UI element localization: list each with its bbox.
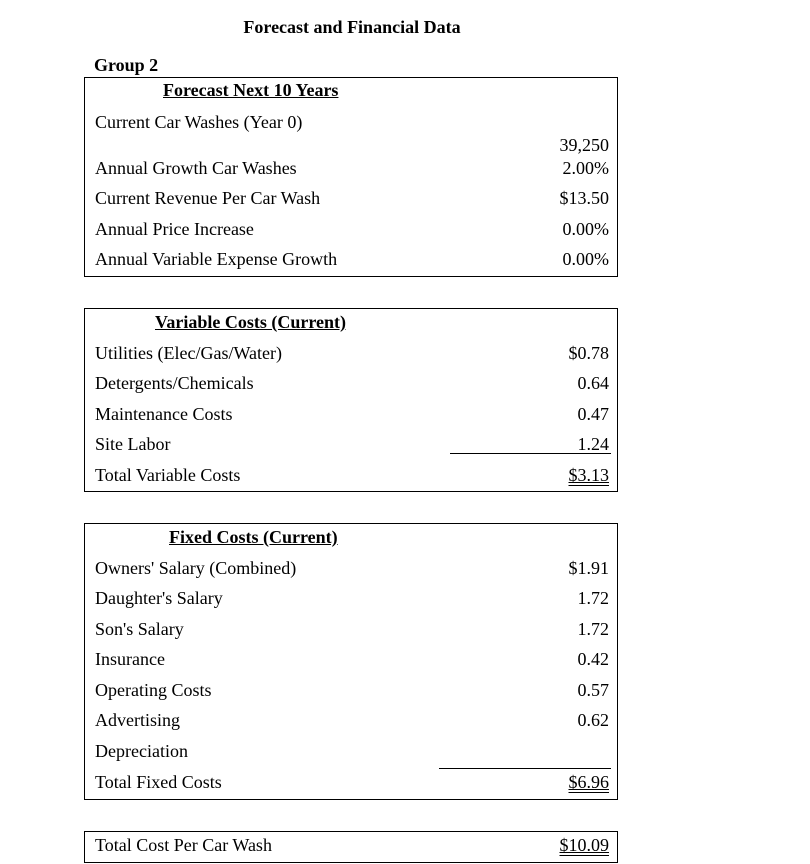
list-item-value: 1.72 <box>577 619 609 639</box>
total-variable-costs-label: Total Variable Costs <box>95 465 241 485</box>
list-item-label: Site Labor <box>95 434 171 454</box>
list-item-label: Owners' Salary (Combined) <box>95 558 297 578</box>
list-item-label: Detergents/Chemicals <box>95 373 254 393</box>
list-item-value: 0.62 <box>577 710 609 730</box>
growth-label: Annual Growth Car Washes <box>95 158 297 178</box>
total-cost-box <box>84 831 618 863</box>
list-item-value: 1.24 <box>577 434 609 454</box>
page-title: Forecast and Financial Data <box>243 17 461 37</box>
list-item-label: Advertising <box>95 710 180 730</box>
total-variable-costs-value: $3.13 <box>568 465 609 485</box>
group-label: Group 2 <box>94 55 159 75</box>
subtotal-divider <box>439 768 611 769</box>
revenue-label: Current Revenue Per Car Wash <box>95 188 321 208</box>
total-fixed-costs-value: $6.96 <box>568 772 609 792</box>
list-item-label: Insurance <box>95 649 165 669</box>
list-item-label: Utilities (Elec/Gas/Water) <box>95 343 282 363</box>
price-increase-label: Annual Price Increase <box>95 219 254 239</box>
list-item-label: Maintenance Costs <box>95 404 233 424</box>
list-item-value: 0.57 <box>577 680 609 700</box>
list-item-value: 1.72 <box>577 588 609 608</box>
current-car-washes-label: Current Car Washes (Year 0) <box>95 112 303 132</box>
list-item-value: $1.91 <box>568 558 609 578</box>
growth-value: 2.00% <box>562 158 609 178</box>
forecast-heading: Forecast Next 10 Years <box>163 80 339 100</box>
list-item-value: $0.78 <box>568 343 609 363</box>
fixed-costs-box <box>84 523 618 800</box>
list-item-label: Daughter's Salary <box>95 588 223 608</box>
list-item-label: Depreciation <box>95 741 188 761</box>
var-expense-growth-label: Annual Variable Expense Growth <box>95 249 338 269</box>
forecast-box <box>84 77 618 277</box>
subtotal-divider <box>450 453 611 454</box>
list-item-value: 0.42 <box>577 649 609 669</box>
list-item-label: Operating Costs <box>95 680 212 700</box>
variable-costs-box <box>84 308 618 492</box>
price-increase-value: 0.00% <box>562 219 609 239</box>
list-item-value: 0.47 <box>577 404 609 424</box>
total-cost-value: $10.09 <box>559 835 609 855</box>
total-fixed-costs-label: Total Fixed Costs <box>95 772 222 792</box>
revenue-value: $13.50 <box>559 188 609 208</box>
current-car-washes-value: 39,250 <box>559 135 609 155</box>
total-cost-label: Total Cost Per Car Wash <box>95 835 272 855</box>
variable-costs-heading: Variable Costs (Current) <box>155 312 346 332</box>
fixed-costs-heading: Fixed Costs (Current) <box>169 527 338 547</box>
list-item-value: 0.64 <box>577 373 609 393</box>
list-item-label: Son's Salary <box>95 619 184 639</box>
var-expense-growth-value: 0.00% <box>562 249 609 269</box>
